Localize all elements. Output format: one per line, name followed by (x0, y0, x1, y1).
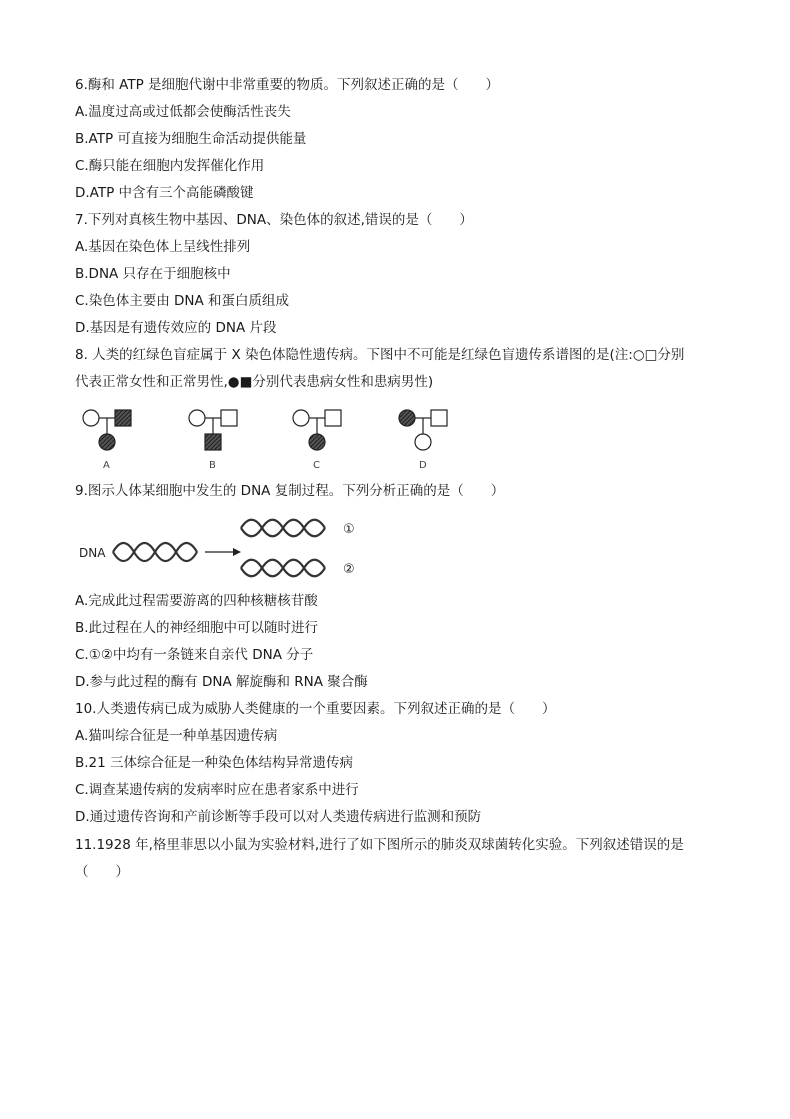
q6-option-b: B.ATP 可直接为细胞生命活动提供能量 (75, 131, 307, 147)
q9-option-b: B.此过程在人的神经细胞中可以随时进行 (75, 620, 319, 636)
normal-male-icon (431, 410, 447, 426)
q10-option-c: C.调查某遗传病的发病率时应在患者家系中进行 (75, 782, 359, 798)
normal-female-icon (189, 410, 205, 426)
normal-female-icon (415, 434, 431, 450)
dna-label: DNA (79, 546, 106, 560)
q9-stem: 9.图示人体某细胞中发生的 DNA 复制过程。下列分析正确的是（ ） (75, 483, 505, 499)
q7-option-a: A.基因在染色体上呈线性排列 (75, 239, 251, 255)
affected-male-icon (115, 410, 131, 426)
q9-option-c: C.①②中均有一条链来自亲代 DNA 分子 (75, 647, 314, 663)
product-label-1: ① (343, 522, 355, 537)
q6-option-d: D.ATP 中含有三个高能磷酸键 (75, 185, 254, 201)
pedigree-label-a: A (103, 460, 110, 471)
daughter-dna-helix-1-icon (241, 520, 325, 537)
q9-option-a: A.完成此过程需要游离的四种核糖核苷酸 (75, 593, 318, 609)
q7-stem: 7.下列对真核生物中基因、DNA、染色体的叙述,错误的是（ ） (75, 212, 473, 228)
q8-stem-line1: 8. 人类的红绿色盲症属于 X 染色体隐性遗传病。下图中不可能是红绿色盲遗传系谱图的是(注:○□分别 (75, 347, 685, 363)
pedigree-b (189, 410, 237, 471)
q6-option-c: C.酶只能在细胞内发挥催化作用 (75, 158, 265, 174)
q6-stem: 6.酶和 ATP 是细胞代谢中非常重要的物质。下列叙述正确的是（ ） (75, 77, 500, 93)
q10-option-b: B.21 三体综合征是一种染色体结构异常遗传病 (75, 755, 354, 771)
normal-female-icon (293, 410, 309, 426)
product-label-2: ② (343, 562, 355, 577)
pedigree-figure (75, 402, 475, 472)
q6-option-a: A.温度过高或过低都会使酶活性丧失 (75, 104, 291, 120)
daughter-dna-helix-2-icon (241, 560, 325, 577)
normal-male-icon (325, 410, 341, 426)
affected-male-icon (205, 434, 221, 450)
q9-option-d: D.参与此过程的酶有 DNA 解旋酶和 RNA 聚合酶 (75, 674, 368, 690)
pedigree-c (293, 410, 341, 471)
q11-stem-line1: 11.1928 年,格里菲思以小鼠为实验材料,进行了如下图所示的肺炎双球菌转化实验。下列叙述错误的是 (75, 837, 684, 853)
q10-stem: 10.人类遗传病已成为威胁人类健康的一个重要因素。下列叙述正确的是（ ） (75, 701, 556, 717)
q7-option-d: D.基因是有遗传效应的 DNA 片段 (75, 320, 277, 336)
dna-replication-figure (75, 510, 375, 590)
q7-option-b: B.DNA 只存在于细胞核中 (75, 266, 231, 282)
pedigree-label-b: B (209, 460, 216, 471)
affected-female-icon (399, 410, 415, 426)
normal-female-icon (83, 410, 99, 426)
normal-male-icon (221, 410, 237, 426)
pedigree-label-c: C (313, 460, 320, 471)
q7-option-c: C.染色体主要由 DNA 和蛋白质组成 (75, 293, 290, 309)
q11-stem-line2: （ ） (75, 864, 129, 880)
q10-option-a: A.猫叫综合征是一种单基因遗传病 (75, 728, 278, 744)
affected-female-icon (309, 434, 325, 450)
arrow-right-icon (205, 548, 241, 556)
affected-female-icon (99, 434, 115, 450)
q8-stem-line2: 代表正常女性和正常男性,●■分别代表患病女性和患病男性) (75, 374, 434, 390)
pedigree-label-d: D (419, 460, 427, 471)
pedigree-a (83, 410, 131, 471)
q10-option-d: D.通过遗传咨询和产前诊断等手段可以对人类遗传病进行监测和预防 (75, 809, 482, 825)
pedigree-d (399, 410, 447, 471)
parent-dna-helix-icon (113, 543, 197, 561)
